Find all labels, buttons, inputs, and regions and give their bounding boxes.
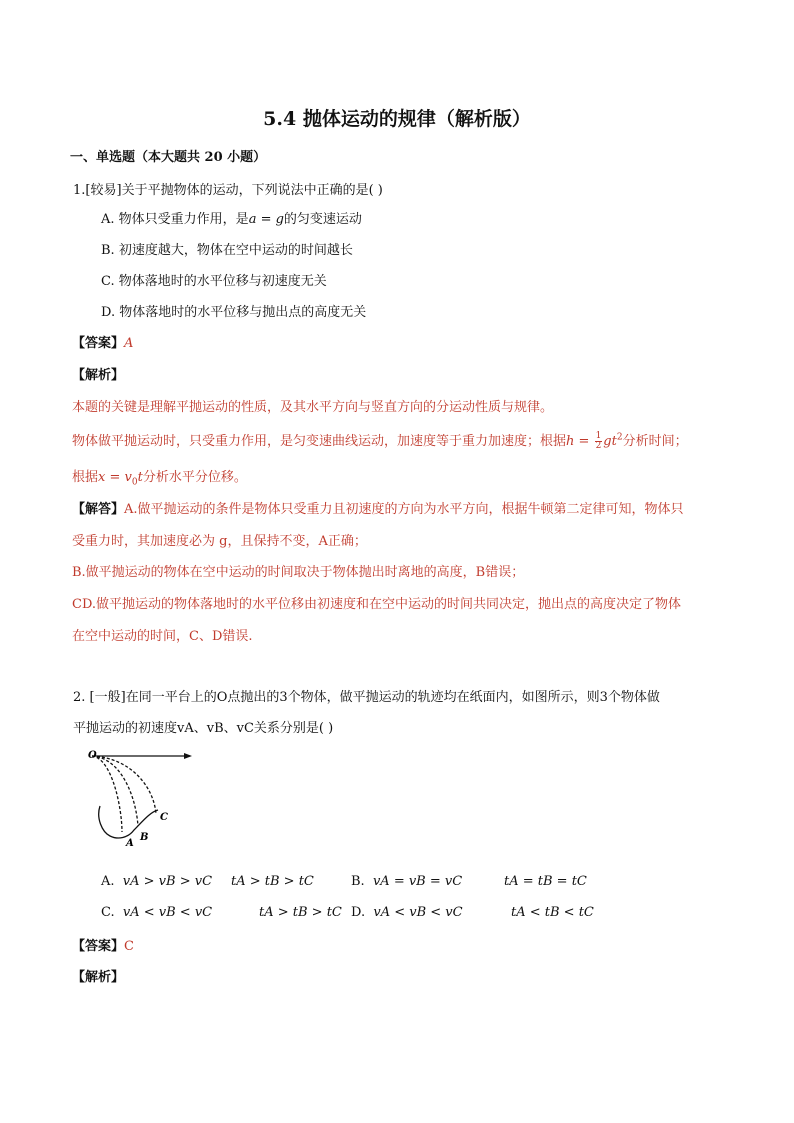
q1-analysis-1: 本题的关键是理解平抛运动的性质，及其水平方向与竖直方向的分运动性质与规律。 [72,400,554,415]
option-letter: A. [101,212,115,227]
option-text: 物体落地时的水平位移与初速度无关 [118,274,327,289]
q1-solution-5: 在空中运动的时间，C、D错误. [72,629,253,644]
option-letter: C. [101,274,115,289]
option-velocity: vA = vB = vC [372,874,463,889]
option-text: 初速度越大，物体在空中运动的时间越长 [118,243,353,258]
q2-answer [72,935,134,954]
label-o: O [88,750,97,761]
solution-tag: 【解答】 [72,502,125,517]
option-velocity: vA < vB < vC [122,905,213,920]
option-text: 物体只受重力作用，是 [118,212,249,227]
fraction-denominator: 2 [595,441,602,451]
q1-option-a [101,208,362,227]
q2-option-b [351,874,462,889]
q1-number: 1. [73,183,86,198]
option-text: 物体落地时的水平位移与抛出点的高度无关 [119,305,367,320]
page-title: 5.4 抛体运动的规律（解析版） [263,108,531,130]
section-heading: 一、单选题（本大题共 20 小题） [70,150,267,165]
answer-tag: 【答案】 [72,336,125,351]
q1-level: [较易] [85,183,122,198]
option-letter: B. [101,243,115,258]
answer-value: C [124,939,134,954]
formula-gt: gt [603,434,617,449]
q2-level: [一般] [89,690,126,705]
fraction [595,432,603,451]
q2-option-d [351,905,463,920]
q1-solution-1 [72,498,684,517]
option-velocity: vA > vB > vC [122,874,213,889]
axis-arrow-icon [184,753,192,759]
q2-option-b-time: tA = tB = tC [504,874,587,889]
label-a: A [126,838,134,848]
q1-option-b [101,239,353,258]
q2-option-c [101,905,212,920]
option-letter: D. [351,905,366,920]
q1-analysis-2 [72,430,688,451]
q1-option-d [101,301,366,320]
fraction-numerator: 1 [595,431,602,441]
option-letter: D. [101,305,116,320]
analysis-text: 分析时间； [622,434,688,449]
q1-analysis-3 [72,466,247,488]
option-letter: A. [101,874,115,889]
option-velocity: vA < vB < vC [373,905,463,920]
answer-tag: 【答案】 [72,939,125,954]
option-letter: C. [101,905,115,920]
analysis-text: 分析水平分位移。 [142,470,247,485]
trajectory-diagram [88,748,198,848]
option-text: 的匀变速运动 [283,212,362,227]
q2-option-d-time: tA < tB < tC [511,905,594,920]
q2-option-a-time: tA > tB > tC [231,874,314,889]
trajectory-c [92,756,156,814]
q1-answer [72,332,133,351]
q2-analysis-tag: 【解析】 [72,970,125,985]
q2-option-a [101,874,212,889]
q1-solution-2: 受重力时，其加速度必为 g，且保持不变，A正确； [72,534,367,549]
q1-option-c [101,270,327,289]
formula-exponent: 2 [616,432,623,443]
q2-option-c-time: tA > tB > tC [259,905,342,920]
q1-stem-text: 关于平抛物体的运动，下列说法中正确的是( ) [121,183,383,198]
q2-number: 2. [73,690,86,705]
option-letter: B. [351,874,365,889]
q2-stem-1 [73,686,660,705]
q1-analysis-tag: 【解析】 [72,368,125,383]
formula-t: t [137,470,143,485]
q2-stem-2: 平抛运动的初速度vA、vB、vC关系分别是( ) [73,721,334,736]
option-math: a = g [248,212,284,227]
q1-solution-4: CD.做平抛运动的物体落地时的水平位移由初速度和在空中运动的时间共同决定，抛出点的高度决定了物体 [72,597,682,612]
analysis-text: 根据 [72,470,99,485]
label-c: C [160,812,168,823]
solution-text: A.做平抛运动的条件是物体只受重力且初速度的方向为水平方向，根据牛顿第二定律可知，物体只 [124,502,684,517]
q1-solution-3: B.做平抛运动的物体在空中运动的时间取决于物体抛出时离地的高度，B错误； [72,565,525,580]
answer-value: A [124,336,134,351]
label-b: B [140,832,149,843]
analysis-text: 物体做平抛运动时，只受重力作用，是匀变速曲线运动，加速度等于重力加速度；根据 [72,434,567,449]
q2-stem-text: 在同一平台上的O点抛出的3个物体，做平抛运动的轨迹均在纸面内，如图所示，则3个物体做 [125,690,660,705]
ground-curve [99,806,158,838]
formula-x: x = v [98,470,132,485]
q1-stem [73,179,383,198]
formula-subscript: 0 [131,477,138,488]
trajectory-a [92,756,122,832]
formula-h: h = [566,434,590,449]
